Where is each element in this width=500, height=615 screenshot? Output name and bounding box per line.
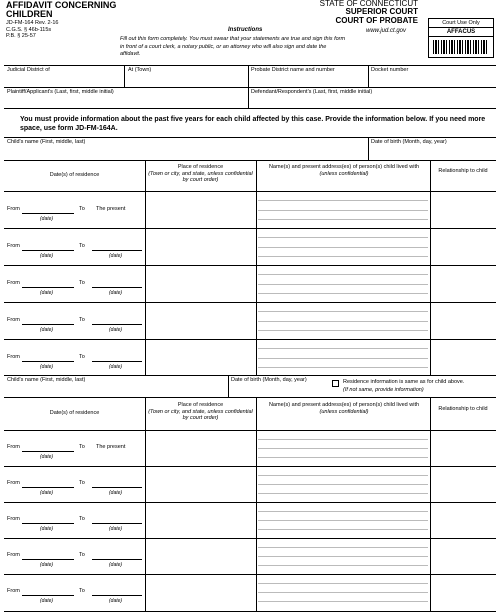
child1-persons-line (258, 247, 428, 248)
child2-place-field[interactable] (147, 467, 255, 501)
child1-to-label: To (79, 354, 85, 360)
child1-place-field[interactable] (147, 192, 255, 227)
child1-persons-line (258, 330, 428, 331)
child2-persons-line (258, 520, 428, 521)
col2-persons (260, 402, 428, 415)
child2-to-date-hint: (date) (109, 490, 123, 496)
child2-from-date-hint: (date) (40, 562, 54, 568)
child1-present-label: The present (96, 206, 126, 212)
col2-place-title: Place of residence (177, 402, 224, 408)
court-superior: SUPERIOR COURT (345, 7, 418, 17)
child1-from-date-hint: (date) (40, 253, 54, 259)
child1-persons-line (258, 321, 428, 322)
child1-from-date-input[interactable] (22, 324, 74, 325)
child2-to-label: To (79, 588, 85, 594)
court-use-box (428, 18, 494, 58)
instructions-heading: Instructions (228, 27, 263, 33)
child2-from-date-hint: (date) (40, 598, 54, 604)
child2-present-label: The present (96, 444, 126, 450)
child1-from-date-hint: (date) (40, 364, 54, 370)
same-residence-label: Residence information is same as for child above. (343, 379, 465, 385)
child2-to-date-input[interactable] (92, 559, 142, 560)
child1-persons-line (258, 237, 428, 238)
child1-name-field[interactable]: Child's name (First, middle, last) (7, 139, 86, 145)
child2-from-label: From (7, 444, 20, 450)
col-place-title: Place of residence (177, 164, 224, 170)
town-field[interactable]: At (Town) (128, 67, 152, 73)
col2-place (148, 402, 253, 422)
child1-persons-line (258, 311, 428, 312)
child1-from-label: From (7, 317, 20, 323)
child1-from-date-input[interactable] (22, 287, 74, 288)
child2-to-label: To (79, 444, 85, 450)
col-persons-note: (unless confidential) (319, 170, 369, 177)
child2-from-label: From (7, 516, 20, 522)
court-code: AFFACUS (429, 28, 493, 37)
child2-persons-line (258, 493, 428, 494)
child2-relationship-field[interactable] (432, 539, 494, 573)
child2-persons-line (258, 601, 428, 602)
child2-relationship-field[interactable] (432, 431, 494, 465)
child1-to-label: To (79, 243, 85, 249)
col-persons-title: Name(s) and present address(es) of person(s) child lived with (268, 164, 420, 170)
court-probate: COURT OF PROBATE (335, 15, 418, 25)
child1-from-label: From (7, 280, 20, 286)
form-title: AFFIDAVIT CONCERNING CHILDREN (6, 0, 117, 20)
child2-persons-line (258, 547, 428, 548)
child2-relationship-field[interactable] (432, 467, 494, 501)
child2-persons-line (258, 592, 428, 593)
child2-from-date-input[interactable] (22, 595, 74, 596)
judicial-district-field[interactable]: Judicial District of (7, 67, 50, 73)
child2-place-field[interactable] (147, 539, 255, 573)
child2-to-date-input[interactable] (92, 523, 142, 524)
child2-from-label: From (7, 588, 20, 594)
col-persons (260, 164, 428, 177)
child1-place-field[interactable] (147, 266, 255, 301)
state-name: STATE OF CONNECTICUT (319, 0, 418, 8)
child1-dob-field[interactable]: Date of birth (Month, day, year) (371, 139, 447, 145)
child1-from-date-input[interactable] (22, 361, 74, 362)
child1-from-date-hint: (date) (40, 290, 54, 296)
child2-persons-line (258, 475, 428, 476)
form-meta (6, 20, 58, 40)
child1-relationship-field[interactable] (432, 303, 494, 338)
child2-to-label: To (79, 480, 85, 486)
child2-from-date-input[interactable] (22, 559, 74, 560)
child2-from-date-input[interactable] (22, 487, 74, 488)
col2-persons-title: Name(s) and present address(es) of person(s) child lived with (268, 402, 420, 408)
child1-to-date-hint: (date) (109, 253, 123, 259)
child1-persons-line (258, 348, 428, 349)
col2-place-note: (Town or city, and state, unless confidential by court order) (148, 408, 253, 422)
court-heading (300, 0, 418, 25)
statute-2: P.B. § 25-57 (6, 33, 36, 40)
child2-place-field[interactable] (147, 431, 255, 465)
child2-persons-line (258, 457, 428, 458)
child2-persons-line (258, 439, 428, 440)
child1-persons-line (258, 367, 428, 368)
form-number: JD-FM-164 Rev. 2-16 (6, 20, 59, 26)
col2-dates: Date(s) of residence (49, 410, 100, 416)
child1-from-label: From (7, 354, 20, 360)
child2-persons-line (258, 448, 428, 449)
child1-relationship-field[interactable] (432, 192, 494, 227)
child1-to-date-input[interactable] (92, 250, 142, 251)
child1-persons-line (258, 210, 428, 211)
child1-place-field[interactable] (147, 303, 255, 338)
child1-persons-line (258, 219, 428, 220)
child2-to-label: To (79, 552, 85, 558)
child1-to-date-input[interactable] (92, 361, 142, 362)
child2-from-date-hint: (date) (40, 526, 54, 532)
child2-from-label: From (7, 552, 20, 558)
website-link[interactable]: www.jud.ct.gov (366, 28, 407, 34)
child1-to-date-hint: (date) (109, 364, 123, 370)
child1-from-label: From (7, 206, 20, 212)
child2-from-label: From (7, 480, 20, 486)
child1-to-label: To (79, 317, 85, 323)
same-residence-note: (If not same, provide information) (343, 387, 424, 393)
barcode-icon (433, 40, 489, 54)
child1-persons-line (258, 200, 428, 201)
child2-from-date-hint: (date) (40, 490, 54, 496)
child1-from-date-input[interactable] (22, 250, 74, 251)
child1-from-label: From (7, 243, 20, 249)
docket-number-field[interactable]: Docket number (371, 67, 409, 73)
child2-relationship-field[interactable] (432, 575, 494, 609)
child1-relationship-field[interactable] (432, 340, 494, 375)
col-relationship: Relationship to child (438, 168, 488, 174)
child1-place-field[interactable] (147, 340, 255, 375)
child1-persons-line (258, 293, 428, 294)
same-residence-checkbox[interactable] (332, 380, 339, 387)
child2-relationship-field[interactable] (432, 503, 494, 537)
child1-relationship-field[interactable] (432, 229, 494, 264)
child2-from-date-hint: (date) (40, 454, 54, 460)
child2-place-field[interactable] (147, 575, 255, 609)
child2-to-date-input[interactable] (92, 595, 142, 596)
child2-to-date-hint: (date) (109, 562, 123, 568)
child1-persons-line (258, 274, 428, 275)
child2-to-date-hint: (date) (109, 526, 123, 532)
child1-from-date-input[interactable] (22, 213, 74, 214)
child1-to-date-hint: (date) (109, 327, 123, 333)
child1-from-date-hint: (date) (40, 216, 54, 222)
child1-to-label: To (79, 280, 85, 286)
col2-persons-note: (unless confidential) (319, 408, 369, 415)
child2-place-field[interactable] (147, 503, 255, 537)
child2-to-label: To (79, 516, 85, 522)
child2-to-date-input[interactable] (92, 487, 142, 488)
child2-persons-line (258, 556, 428, 557)
col-dates: Date(s) of residence (49, 172, 100, 178)
col-place (148, 164, 253, 184)
child1-to-date-input[interactable] (92, 324, 142, 325)
child1-to-date-hint: (date) (109, 290, 123, 296)
child1-to-date-input[interactable] (92, 287, 142, 288)
child2-from-date-input[interactable] (22, 523, 74, 524)
child1-place-field[interactable] (147, 229, 255, 264)
child1-from-date-hint: (date) (40, 327, 54, 333)
child1-persons-line (258, 284, 428, 285)
child1-persons-line (258, 358, 428, 359)
child2-dob-field[interactable]: Date of birth (Month, day, year) (231, 377, 307, 383)
child2-from-date-input[interactable] (22, 451, 74, 452)
child2-to-date-hint: (date) (109, 598, 123, 604)
instructions-text: Fill out this form completely. You must swear that your statements are true and sign this form in front of a court clerk, a notary public, or an attorney who will also sign and date the affidavit. (120, 36, 346, 58)
child2-name-field[interactable]: Child's name (First, middle, last) (7, 377, 86, 383)
defendant-field[interactable]: Defendant/Respondent's (Last, first, middle initial) (251, 89, 373, 95)
child2-persons-line (258, 511, 428, 512)
col2-relationship: Relationship to child (438, 406, 488, 412)
statute-1: C.G.S. § 46b-115s (6, 26, 52, 33)
child1-persons-line (258, 256, 428, 257)
court-use-label: Court Use Only (429, 19, 493, 28)
child2-persons-line (258, 484, 428, 485)
child1-to-label: To (79, 206, 85, 212)
child2-persons-line (258, 583, 428, 584)
plaintiff-field[interactable]: Plaintiff/Applicant's (Last, first, middle initial) (7, 89, 114, 95)
child2-persons-line (258, 565, 428, 566)
probate-district-field[interactable]: Probate District name and number (251, 67, 335, 73)
child2-persons-line (258, 529, 428, 530)
notice-text: You must provide information about the past five years for each child affected by this case. Provide the information below. If you need more space, use form JD-FM-164A. (20, 116, 486, 133)
col-place-note: (Town or city, and state, unless confidential by court order) (148, 170, 253, 184)
child1-relationship-field[interactable] (432, 266, 494, 301)
